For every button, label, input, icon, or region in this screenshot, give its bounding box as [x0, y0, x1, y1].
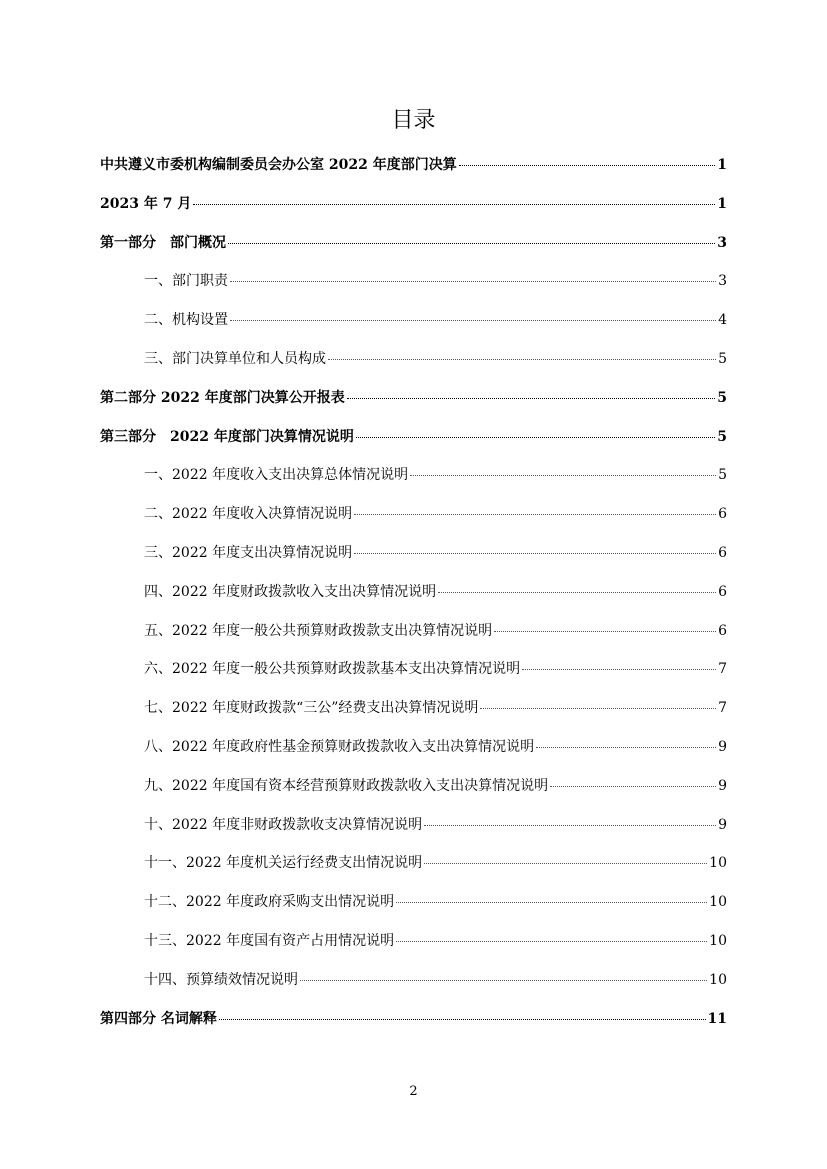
toc-entry[interactable]: [100, 262, 727, 301]
toc-entry-page: 5: [717, 389, 727, 406]
toc-leader-dots: [396, 902, 707, 903]
toc-entry-page: 4: [718, 312, 727, 329]
toc-entry-page: 3: [717, 234, 727, 251]
toc-entry[interactable]: [100, 883, 727, 922]
toc-entry-text: 十四、预算绩效情况说明: [144, 971, 298, 988]
toc-entry-text: 2023 年 7 月: [100, 195, 192, 212]
toc-leader-dots: [354, 553, 716, 554]
toc-entry[interactable]: [100, 612, 727, 651]
toc-leader-dots: [459, 165, 716, 166]
toc-entry-page: 6: [718, 622, 727, 639]
toc-entry[interactable]: [100, 844, 727, 883]
toc-entry-page: 9: [718, 777, 727, 794]
toc-entry-text: 三、2022 年度支出决算情况说明: [144, 544, 353, 561]
toc-leader-dots: [550, 786, 716, 787]
toc-entry-page: 10: [709, 894, 727, 911]
toc-entry-text: 八、2022 年度政府性基金预算财政拨款收入支出决算情况说明: [144, 738, 535, 755]
toc-entry-page: 1: [717, 195, 727, 212]
toc-leader-dots: [396, 941, 707, 942]
toc-entry-text: 三、部门决算单位和人员构成: [144, 350, 326, 367]
toc-entry[interactable]: [100, 224, 727, 263]
toc-leader-dots: [328, 359, 716, 360]
toc-entry-page: 5: [717, 428, 727, 445]
toc-leader-dots: [480, 708, 716, 709]
toc-leader-dots: [424, 825, 716, 826]
toc-entry-page: 1: [717, 157, 727, 173]
toc-entry-text: 第四部分 名词解释: [100, 1010, 217, 1027]
toc-entry[interactable]: [100, 767, 727, 806]
toc-entry-page: 11: [707, 1010, 727, 1027]
toc-entry-text: 一、部门职责: [144, 273, 228, 290]
toc-entry-page: 3: [718, 273, 727, 290]
toc-leader-dots: [536, 747, 716, 748]
toc-entry-page: 9: [718, 738, 727, 755]
toc-entry-text: 六、2022 年度一般公共预算财政拨款基本支出决算情况说明: [144, 661, 521, 678]
toc-entry-page: 6: [718, 583, 727, 600]
toc-entry-text: 第二部分 2022 年度部门决算公开报表: [100, 389, 345, 406]
toc-entry-text: 一、2022 年度收入支出决算总体情况说明: [144, 467, 409, 484]
toc-entry[interactable]: [100, 922, 727, 961]
toc-leader-dots: [522, 669, 716, 670]
toc-entry[interactable]: [100, 961, 727, 1000]
toc-entry[interactable]: [100, 301, 727, 340]
toc-entry-page: 10: [709, 932, 727, 949]
toc-entry[interactable]: [100, 185, 727, 224]
toc-entry-page: 6: [718, 544, 727, 561]
toc-entry-page: 5: [718, 467, 727, 484]
toc-leader-dots: [219, 1019, 706, 1020]
toc-entry-page: 6: [718, 506, 727, 523]
toc-entry[interactable]: [100, 1000, 727, 1039]
toc-leader-dots: [356, 437, 715, 438]
toc-entry[interactable]: [100, 340, 727, 379]
toc-entry-text: 十二、2022 年度政府采购支出情况说明: [144, 894, 395, 911]
toc-title: 目录: [391, 108, 436, 133]
toc-entry-text: 二、机构设置: [144, 312, 228, 329]
toc-entry-text: 十一、2022 年度机关运行经费支出情况说明: [144, 855, 423, 872]
toc-entry-text: 二、2022 年度收入决算情况说明: [144, 506, 353, 523]
toc-entry[interactable]: [100, 495, 727, 534]
toc-entry-page: 9: [718, 816, 727, 833]
table-of-contents: [100, 146, 727, 1038]
toc-leader-dots: [347, 398, 716, 399]
toc-entry[interactable]: [100, 418, 727, 457]
page-number: 2: [409, 1084, 418, 1099]
toc-entry-text: 九、2022 年度国有资本经营预算财政拨款收入支出决算情况说明: [144, 777, 549, 794]
toc-entry-text: 五、2022 年度一般公共预算财政拨款支出决算情况说明: [144, 622, 493, 639]
toc-leader-dots: [424, 863, 707, 864]
toc-entry-text: 十、2022 年度非财政拨款收支决算情况说明: [144, 816, 423, 833]
toc-entry[interactable]: [100, 379, 727, 418]
toc-entry-text: 七、2022 年度财政拨款“三公”经费支出决算情况说明: [144, 700, 479, 717]
toc-leader-dots: [494, 631, 716, 632]
toc-entry-text: 第一部分 部门概况: [100, 234, 226, 251]
toc-entry-page: 7: [718, 661, 727, 678]
toc-leader-dots: [230, 320, 716, 321]
toc-leader-dots: [300, 980, 707, 981]
toc-entry[interactable]: [100, 534, 727, 573]
toc-leader-dots: [410, 475, 716, 476]
toc-entry-text: 中共遵义市委机构编制委员会办公室 2022 年度部门决算: [100, 157, 457, 173]
toc-entry-page: 5: [718, 350, 727, 367]
toc-entry[interactable]: [100, 728, 727, 767]
toc-entry[interactable]: [100, 806, 727, 845]
toc-entry[interactable]: [100, 456, 727, 495]
toc-entry-text: 四、2022 年度财政拨款收入支出决算情况说明: [144, 583, 437, 600]
toc-leader-dots: [228, 243, 715, 244]
toc-entry[interactable]: [100, 146, 727, 185]
toc-entry-text: 第三部分 2022 年度部门决算情况说明: [100, 428, 354, 445]
toc-entry-page: 7: [718, 700, 727, 717]
toc-leader-dots: [230, 281, 716, 282]
toc-entry-page: 10: [709, 855, 727, 872]
toc-leader-dots: [438, 592, 716, 593]
toc-entry-text: 十三、2022 年度国有资产占用情况说明: [144, 932, 395, 949]
toc-leader-dots: [354, 514, 716, 515]
toc-entry[interactable]: [100, 650, 727, 689]
toc-entry[interactable]: [100, 573, 727, 612]
toc-entry-page: 10: [709, 971, 727, 988]
toc-leader-dots: [193, 204, 715, 205]
toc-entry[interactable]: [100, 689, 727, 728]
